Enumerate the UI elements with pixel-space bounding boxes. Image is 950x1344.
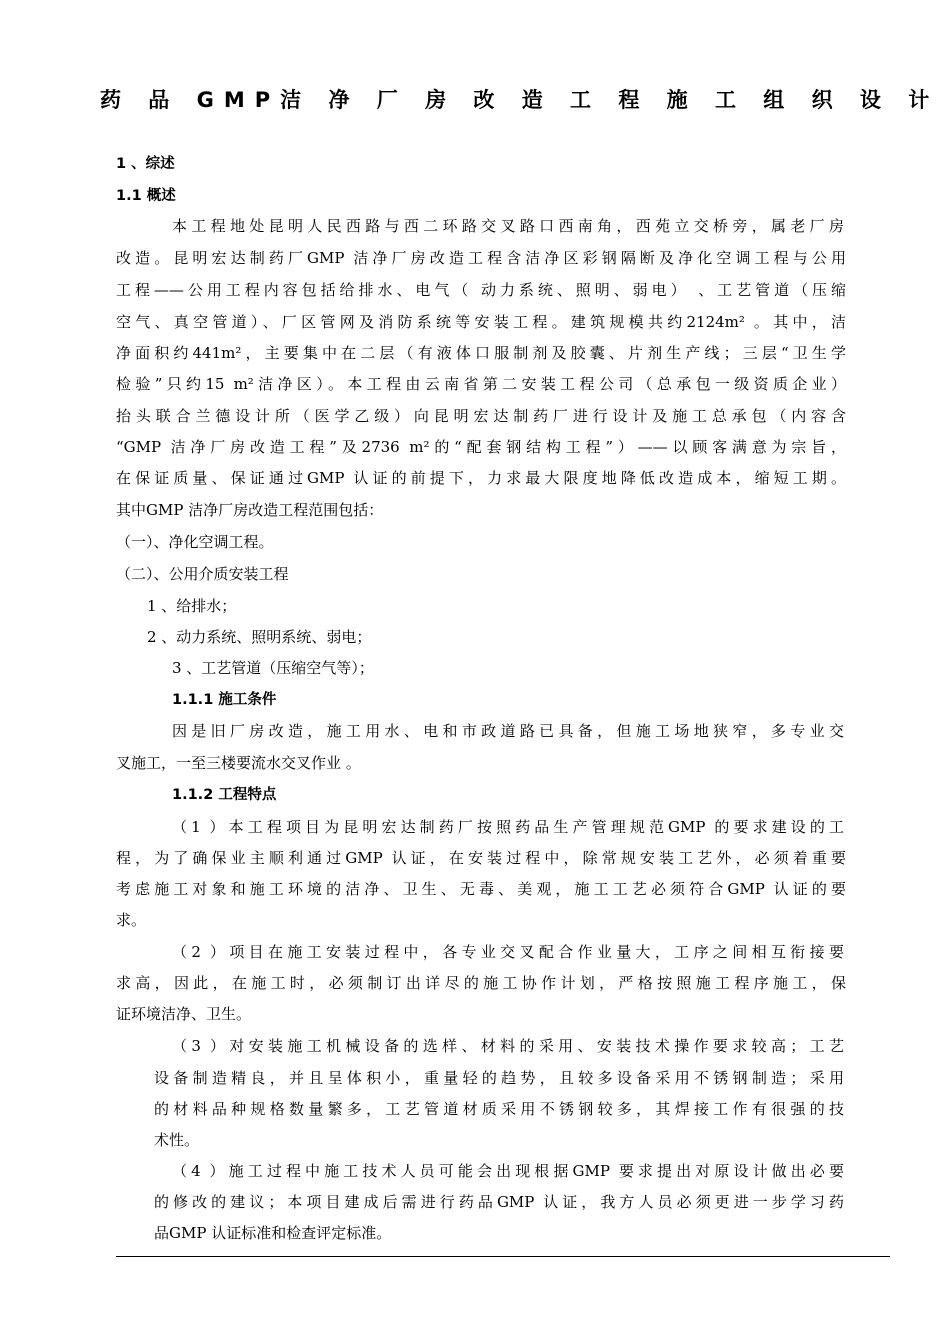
overview-line: 空气、真空管道）、厂区管网及消防系统等安装工程。建筑规模共约2124m² 。其中，洁	[116, 313, 846, 331]
feature-line: 求高，因此，在施工时，必须制订出详尽的施工协作计划，严格按照施工程序施工，保	[116, 974, 846, 992]
scope-subitem: 2 、动力系统、照明系统、弱电；	[147, 628, 372, 646]
feature-line: 证环境洁净、卫生。	[116, 1005, 252, 1023]
conditions-line: 因是旧厂房改造，施工用水、电和市政道路已具备，但施工场地狭窄，多专业交	[172, 722, 844, 740]
feature-line: 的修改的建议；本项目建成后需进行药品GMP 认证，我方人员必须更进一步学习药	[154, 1193, 844, 1211]
feature-line: 求。	[116, 911, 147, 929]
feature-line: （4 ）施工过程中施工技术人员可能会出现根据GMP 要求提出对原设计做出必要	[172, 1162, 844, 1180]
section-1-heading: 1 、综述	[116, 156, 175, 172]
overview-line: 工程——公用工程内容包括给排水、电气（ 动力系统、照明、弱电） 、工艺管道（压缩	[116, 281, 846, 299]
overview-line: 在保证质量、保证通过GMP 认证的前提下，力求最大限度地降低改造成本，缩短工期。	[116, 469, 846, 487]
conditions-line: 叉施工，一至三楼要流水交叉作业 。	[116, 754, 361, 772]
overview-line: “GMP 洁净厂房改造工程”及2736 m²的“配套钢结构工程”）——以顾客满意为宗旨，	[116, 438, 846, 456]
feature-line: （3 ）对安装施工机械设备的选样、材料的采用、安装技术操作要求较高；工艺	[172, 1037, 844, 1055]
overview-line: 本工程地处昆明人民西路与西二环路交叉路口西南角，西苑立交桥旁，属老厂房	[172, 217, 844, 235]
feature-line: 设备制造精良，并且呈体积小，重量轻的趋势，且较多设备采用不锈钢制造；采用	[154, 1069, 844, 1087]
overview-line: 其中GMP 洁净厂房改造工程范围包括：	[116, 501, 384, 519]
overview-line: 改造。昆明宏达制药厂GMP 洁净厂房改造工程含洁净区彩钢隔断及净化空调工程与公用	[116, 249, 846, 267]
scope-item: （一）、净化空调工程。	[116, 533, 274, 551]
feature-line: 程，为了确保业主顺利通过GMP 认证，在安装过程中，除常规安装工艺外，必须着重要	[116, 849, 846, 867]
scope-subitem: 1 、给排水；	[147, 597, 237, 615]
scope-item: （二）、公用介质安装工程	[116, 565, 289, 583]
feature-line: （1 ）本工程项目为昆明宏达制药厂按照药品生产管理规范GMP 的要求建设的工	[172, 818, 844, 836]
footer-rule	[116, 1256, 890, 1257]
overview-line: 抬头联合兰德设计所（医学乙级）向昆明宏达制药厂进行设计及施工总承包（内容含	[116, 407, 846, 425]
overview-line: 净面积约441m²，主要集中在二层（有液体口服制剂及胶囊、片剂生产线；三层“卫生学	[116, 344, 846, 362]
feature-line: 的材料品种规格数量繁多，工艺管道材质采用不锈钢较多，其焊接工作有很强的技	[154, 1100, 844, 1118]
scope-subitem: 3 、工艺管道（压缩空气等）；	[172, 659, 374, 677]
section-1-1-1-heading: 1.1.1 施工条件	[172, 692, 277, 708]
feature-line: 术性。	[154, 1131, 200, 1149]
section-1-1-heading: 1.1 概述	[116, 188, 176, 204]
overview-line: 检验”只约15 m²洁净区）。本工程由云南省第二安装工程公司（总承包一级资质企业）	[116, 375, 846, 393]
document-title: 药 品 GMP洁 净 厂 房 改 造 工 程 施 工 组 织 设 计	[100, 88, 940, 112]
feature-line: 考虑施工对象和施工环境的洁净、卫生、无毒、美观，施工工艺必须符合GMP 认证的要	[116, 880, 846, 898]
section-1-1-2-heading: 1.1.2 工程特点	[172, 787, 277, 803]
feature-line: 品GMP 认证标准和检查评定标准。	[154, 1224, 392, 1242]
feature-line: （2 ）项目在施工安装过程中，各专业交叉配合作业量大，工序之间相互衔接要	[172, 943, 844, 961]
